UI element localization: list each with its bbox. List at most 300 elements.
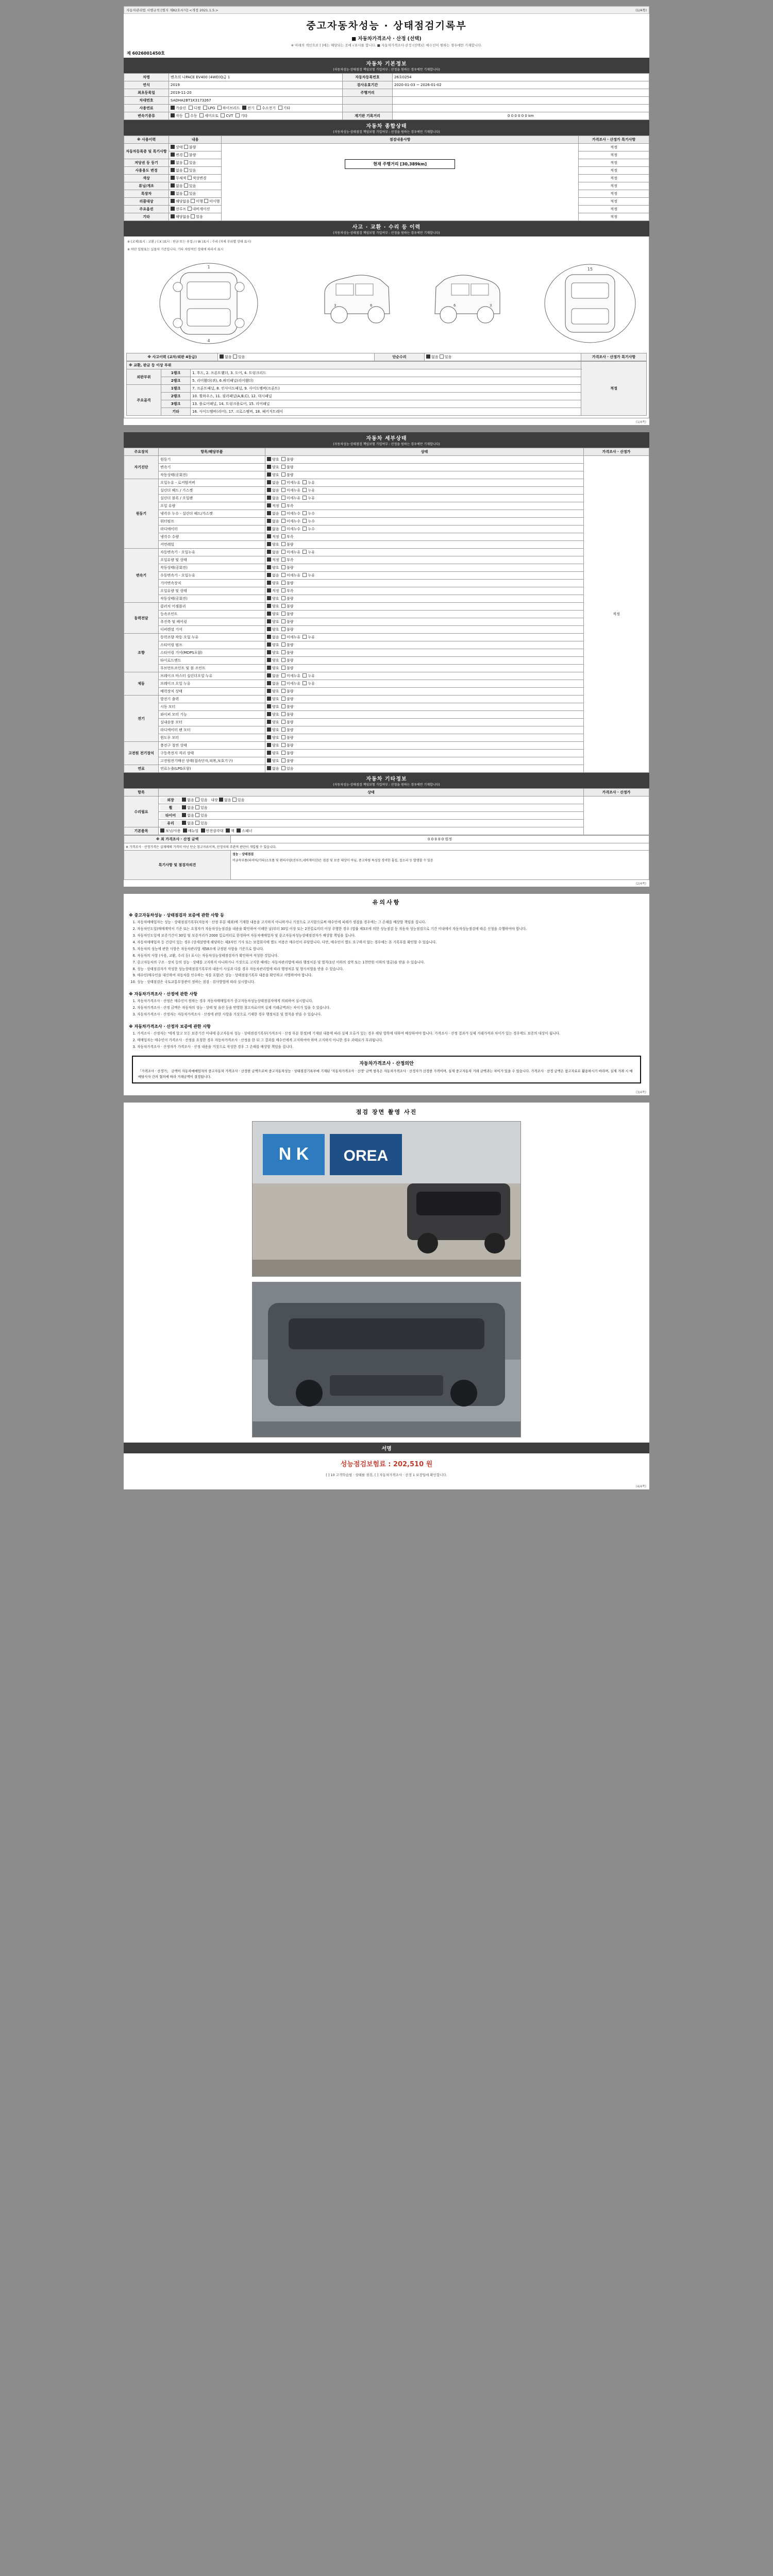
- detail-state-7-0[interactable]: [265, 742, 584, 750]
- overall-state-6[interactable]: 없음 있음: [169, 190, 222, 198]
- trans-label-2: 세미오토: [204, 114, 219, 118]
- section-overall-title: 자동차 종합상태: [366, 124, 407, 130]
- table-row: [124, 703, 649, 711]
- table-row: [124, 74, 649, 81]
- detail-state-7-2[interactable]: [265, 757, 584, 765]
- table-row: [127, 377, 647, 385]
- checkbox-2-0-2[interactable]: [303, 550, 307, 554]
- document-id: 제 6026001450호: [127, 51, 165, 56]
- checkbox-yes-6[interactable]: [184, 191, 188, 195]
- checkbox-base-4[interactable]: [237, 828, 241, 833]
- checkbox-fuel-etc[interactable]: [278, 106, 282, 110]
- detail-state-label-2-2-1: 불량: [286, 566, 296, 570]
- table-row: [124, 533, 649, 541]
- detail-state-5-2[interactable]: [265, 688, 584, 696]
- checkbox-diesel[interactable]: [189, 106, 193, 110]
- checkbox-6-5-1[interactable]: [281, 735, 285, 739]
- checkbox-4-0-2[interactable]: [303, 635, 307, 639]
- overall-state-1[interactable]: 변경 불량: [169, 151, 222, 159]
- base-item-0: 보닛/사용: [165, 829, 181, 834]
- checkbox-3-1-1[interactable]: [281, 612, 285, 616]
- checkbox-4-4-0[interactable]: [267, 666, 271, 670]
- other-side-label: 수리필요: [124, 796, 159, 827]
- checkbox-2-6-1[interactable]: [281, 596, 285, 600]
- checkbox-1-6-0[interactable]: [267, 527, 271, 531]
- checkbox-gasoline[interactable]: [171, 106, 175, 110]
- checkbox-3-3-0[interactable]: [267, 627, 271, 631]
- checkbox-5-1-2[interactable]: [303, 681, 307, 685]
- checkbox-navi[interactable]: [188, 207, 192, 211]
- checkbox-8-0-0[interactable]: [267, 766, 271, 770]
- detail-state-label-2-0-1: 미세누유: [286, 550, 303, 555]
- base-item-1: 매뉴얼: [188, 829, 199, 834]
- fuel-options[interactable]: [169, 105, 343, 112]
- checkbox-1-2-0[interactable]: [267, 496, 271, 500]
- accident-legend-mid-state[interactable]: 없음 있음: [425, 353, 581, 361]
- table-row: [124, 688, 649, 696]
- detail-state-2-5[interactable]: [265, 587, 584, 595]
- checkbox-exterior-none[interactable]: [182, 798, 186, 802]
- detail-state-label-0-0-0: 양호: [272, 457, 281, 462]
- overall-rowlabel-7: 리콜대상: [124, 198, 169, 206]
- checkbox-0-0-1[interactable]: [281, 457, 285, 461]
- detail-state-3-3[interactable]: [265, 626, 584, 634]
- checkbox-auto[interactable]: [171, 113, 175, 117]
- checkbox-6-0-0[interactable]: [267, 697, 271, 701]
- checkbox-0-1-0[interactable]: [267, 465, 271, 469]
- detail-state-4-4[interactable]: [265, 665, 584, 672]
- checkbox-6-4-1[interactable]: [281, 727, 285, 732]
- checkbox-6-1-1[interactable]: [281, 704, 285, 708]
- checkbox-0-0-0[interactable]: [267, 457, 271, 461]
- detail-state-label-3-0-1: 불량: [286, 604, 296, 609]
- checkbox-1-7-0[interactable]: [267, 534, 271, 538]
- estimate-label: ※ 최 가격조사 · 산정 금액: [124, 836, 231, 843]
- checkbox-hybrid[interactable]: [217, 106, 222, 110]
- checkbox-base-2[interactable]: [201, 828, 205, 833]
- detail-state-3-0[interactable]: [265, 603, 584, 611]
- overall-price-4: 적정: [579, 175, 649, 182]
- checkbox-2-3-0[interactable]: [267, 573, 271, 577]
- checkbox-interior-none[interactable]: [219, 798, 223, 802]
- detail-state-5-0[interactable]: [265, 672, 584, 680]
- notice-item: 4. 자동차매매업자 등 건강이 있는 경우 (상세설명에 해당하는 제3자인 기사 또는 보험회사에 별도 비용은 매수인이 부담합니다. 다만, 매수인이 별도 요구하지 않는 경우에는 본 기록부를 확인할 수 있습니다.: [137, 940, 642, 945]
- checkbox-3-2-0[interactable]: [267, 619, 271, 623]
- table-row: [124, 611, 649, 618]
- overall-state-label-1: 변경: [176, 153, 183, 158]
- detail-state-4-2[interactable]: [265, 649, 584, 657]
- checkbox-0-2-0[interactable]: [267, 472, 271, 477]
- detail-state-1-1[interactable]: [265, 487, 584, 495]
- checkbox-7-1-1[interactable]: [281, 751, 285, 755]
- checkbox-4-4-1[interactable]: [281, 666, 285, 670]
- overall-state-3[interactable]: 없음 있음: [169, 167, 222, 175]
- checkbox-wheel-none[interactable]: [182, 805, 186, 809]
- basic-label2-0: 자동차등록번호: [343, 74, 393, 81]
- checkbox-1-1-1[interactable]: [281, 488, 285, 492]
- overall-state-8[interactable]: 선루프 내비게이션: [169, 206, 222, 213]
- table-row: [127, 400, 647, 408]
- overall-col-0: ※ 사용이력: [124, 136, 169, 144]
- car-front-diagram: [131, 257, 286, 350]
- estimate-value: 0 0 0 0 0 원정: [231, 836, 649, 843]
- photo-1-graphic: [253, 1122, 520, 1276]
- checkbox-2-3-2[interactable]: [303, 573, 307, 577]
- detail-state-label-7-0-1: 불량: [286, 743, 296, 748]
- checkbox-6-3-0[interactable]: [267, 720, 271, 724]
- checkbox-sunroof[interactable]: [171, 207, 175, 211]
- checkbox-yes-3[interactable]: [184, 168, 188, 172]
- car-diagram-panel: [124, 236, 649, 418]
- checkbox-hydrogen[interactable]: [257, 106, 261, 110]
- notice-item: 8. 성능 · 상태점검자가 작성한 성능상태점검기록부의 내용이 사실과 다를 경우 자동차관리법에 따라 행정처분 및 형사처벌을 받을 수 있습니다.: [137, 967, 642, 972]
- checkbox-glass-yes[interactable]: [195, 821, 199, 825]
- checkbox-5-0-2[interactable]: [303, 673, 307, 677]
- checkbox-accident-yes[interactable]: [233, 354, 237, 359]
- detail-state-2-0[interactable]: [265, 549, 584, 556]
- checkbox-paint-4[interactable]: [188, 176, 192, 180]
- basic-value2-4: [393, 105, 649, 112]
- checkbox-3-0-1[interactable]: [281, 604, 285, 608]
- accident-legend-left-state[interactable]: 없음 있음: [218, 353, 375, 361]
- checkbox-1-5-0[interactable]: [267, 519, 271, 523]
- estimate-table: [124, 835, 649, 880]
- checkbox-2-0-1[interactable]: [281, 550, 285, 554]
- detail-state-label-6-0-1: 불량: [286, 697, 296, 702]
- detail-col-2: 상태: [265, 448, 584, 456]
- detail-state-2-6[interactable]: [265, 595, 584, 603]
- checkbox-cvt[interactable]: [221, 113, 225, 117]
- overall-state-2[interactable]: 없음 있음: [169, 159, 222, 167]
- checkbox-3-3-1[interactable]: [281, 627, 285, 631]
- checkbox-none-9[interactable]: [171, 214, 175, 218]
- detail-state-label-4-2-0: 양호: [272, 651, 281, 655]
- checkbox-6-5-0[interactable]: [267, 735, 271, 739]
- checkbox-exterior-yes[interactable]: [195, 798, 199, 802]
- detail-state-label-2-2-0: 양호: [272, 566, 281, 570]
- table-row: [124, 526, 649, 533]
- checkbox-1-4-2[interactable]: [303, 511, 307, 515]
- detail-state-1-0[interactable]: [265, 479, 584, 487]
- checkbox-5-0-0[interactable]: [267, 673, 271, 677]
- table-row: [124, 456, 649, 464]
- checkbox-1-8-1[interactable]: [281, 542, 285, 546]
- checkbox-1-8-0[interactable]: [267, 542, 271, 546]
- detail-state-1-3[interactable]: [265, 502, 584, 510]
- detail-state-label-0-2-1: 불량: [286, 473, 296, 478]
- checkbox-2-1-1[interactable]: [281, 557, 285, 562]
- detail-state-6-2[interactable]: [265, 711, 584, 719]
- checkbox-4-1-1[interactable]: [281, 642, 285, 647]
- detail-state-label-4-2-1: 불량: [286, 651, 296, 655]
- checkbox-base-1[interactable]: [183, 828, 187, 833]
- overall-state-5[interactable]: 없음 있음: [169, 182, 222, 190]
- checkbox-accident-none[interactable]: [220, 354, 224, 359]
- detail-state-2-3[interactable]: [265, 572, 584, 580]
- detail-state-6-4[interactable]: [265, 726, 584, 734]
- checkbox-bad-0[interactable]: [184, 145, 188, 149]
- overall-rowlabel-3: 사용용도 변경: [124, 167, 169, 175]
- checkbox-1-5-2[interactable]: [303, 519, 307, 523]
- sheet4-footer: (4/4쪽): [635, 1485, 646, 1489]
- checkbox-2-4-1[interactable]: [281, 581, 285, 585]
- detail-state-1-4[interactable]: [265, 510, 584, 518]
- checkbox-4-0-0[interactable]: [267, 635, 271, 639]
- table-row: [124, 665, 649, 672]
- diagram-note-2: ※ 하단 일람표는 실물차 기준입니다. 기타 차량적인 상태에 따라서 표시: [127, 248, 224, 252]
- checkbox-electric[interactable]: [242, 106, 246, 110]
- detail-state-6-1[interactable]: [265, 703, 584, 711]
- checkbox-1-2-1[interactable]: [281, 496, 285, 500]
- detail-state-8-0[interactable]: [265, 765, 584, 773]
- checkbox-2-6-0[interactable]: [267, 596, 271, 600]
- checkbox-0-1-1[interactable]: [281, 465, 285, 469]
- notice-list-2: [124, 998, 649, 1021]
- section-detail-subnote: (자동차성능·상태점검 책임보험 가입여부 : 산정을 원하는 경우에만 기재합니다): [333, 443, 440, 447]
- checkbox-2-5-1[interactable]: [281, 588, 285, 592]
- detail-state-3-2[interactable]: [265, 618, 584, 626]
- detail-state-0-1[interactable]: [265, 464, 584, 471]
- inspection-fee: 성능점검보험료 : 202,510 원: [340, 1460, 433, 1468]
- checkbox-tire-none[interactable]: [182, 813, 186, 817]
- checkbox-none-6[interactable]: [171, 191, 175, 195]
- detail-state-1-5[interactable]: [265, 518, 584, 526]
- section-accident-title: 사고 · 교환 · 수리 등 이력: [352, 225, 421, 231]
- notice-heading-2: ※ 자동차가격조사 · 산정에 관한 사항: [129, 992, 197, 997]
- detail-state-1-7[interactable]: [265, 533, 584, 541]
- checkbox-6-2-0[interactable]: [267, 712, 271, 716]
- checkbox-4-1-0[interactable]: [267, 642, 271, 647]
- notice-item: 7. 중고자동차의 구조 · 장치 등의 성능 · 상태를 고지하지 아니하거나 거짓으로 고지한 때에는 자동차관리법에 따라 행정처분 및 벌칙(1년 이하의 징역 또는 1천만원 이하의 벌금)을 받을 수 있습니다.: [137, 960, 642, 965]
- detail-state-label-3-3-1: 불량: [286, 628, 296, 632]
- checkbox-7-1-0[interactable]: [267, 751, 271, 755]
- detail-state-4-3[interactable]: [265, 657, 584, 665]
- frame-title: ※ 교환, 판금 등 이상 부위: [127, 362, 581, 369]
- checkbox-1-1-2[interactable]: [303, 488, 307, 492]
- detail-state-label-1-3-0: 적정: [272, 504, 281, 509]
- section-detail-title: 자동차 세부상태: [366, 436, 407, 442]
- detail-state-0-0[interactable]: [265, 456, 584, 464]
- checkbox-2-2-1[interactable]: [281, 565, 285, 569]
- checkbox-base-3[interactable]: [226, 828, 230, 833]
- other-base-items[interactable]: [159, 827, 584, 835]
- checkbox-2-4-0[interactable]: [267, 581, 271, 585]
- notice-heading-1: ※ 중고자동차성능 · 상태점검자 보증에 관한 사항 등: [129, 913, 224, 918]
- checkbox-simple-none[interactable]: [426, 354, 430, 359]
- checkbox-3-2-1[interactable]: [281, 619, 285, 623]
- checkbox-interior-yes[interactable]: [232, 798, 237, 802]
- notice-item: 3. 자동차가격조사 · 산정자가 가격조사 · 산정 내용을 거짓으로 작성한 경우 그 손해를 배상할 책임을 집니다.: [137, 1044, 642, 1050]
- basic-value-2: 2019-11-20: [169, 89, 343, 97]
- detail-state-label-4-0-0: 없음: [272, 635, 281, 640]
- frame-name-0: 외판부위: [127, 369, 161, 385]
- overall-state-0[interactable]: 상태 불량: [169, 144, 222, 151]
- checkbox-6-1-0[interactable]: [267, 704, 271, 708]
- fuel-label-1: 디젤: [193, 106, 201, 111]
- checkbox-2-5-0[interactable]: [267, 588, 271, 592]
- checkbox-4-2-1[interactable]: [281, 650, 285, 654]
- checkbox-5-1-1[interactable]: [281, 681, 285, 685]
- checkbox-manual[interactable]: [185, 113, 189, 117]
- checkbox-7-0-1[interactable]: [281, 743, 285, 747]
- detail-state-2-2[interactable]: [265, 564, 584, 572]
- checkbox-1-4-0[interactable]: [267, 511, 271, 515]
- table-row: [127, 362, 647, 369]
- checkbox-6-2-1[interactable]: [281, 712, 285, 716]
- checkbox-bad-1[interactable]: [184, 152, 188, 157]
- detail-state-0-2[interactable]: [265, 471, 584, 479]
- section-overall-subnote: (자동차성능·상태점검 책임보험 가입여부 : 산정을 원하는 경우에만 기재합니다): [333, 130, 440, 134]
- detail-state-1-2[interactable]: [265, 495, 584, 502]
- detail-state-label-6-5-1: 불량: [286, 736, 296, 740]
- checkbox-7-0-0[interactable]: [267, 743, 271, 747]
- checkbox-1-7-1[interactable]: [281, 534, 285, 538]
- transmission-options[interactable]: [169, 112, 343, 120]
- page-subtitle: ■ 자동차가격조사 · 산정 (선택): [351, 36, 422, 42]
- overall-state-7[interactable]: 해당없음 이행 미이행: [169, 198, 222, 206]
- checkbox-ok-1[interactable]: [171, 152, 175, 157]
- other-row-1[interactable]: 휠 없음 있음: [159, 804, 584, 812]
- checkbox-2-1-0[interactable]: [267, 557, 271, 562]
- basic-value2-1: 2020-01-03 ~ 2026-01-02: [393, 81, 649, 89]
- checkbox-3-0-0[interactable]: [267, 604, 271, 608]
- detail-state-6-5[interactable]: [265, 734, 584, 742]
- checkbox-done-7[interactable]: [191, 199, 195, 203]
- detail-state-label-5-2-0: 양호: [272, 689, 281, 694]
- checkbox-tire-yes[interactable]: [195, 813, 199, 817]
- checkbox-trans-etc[interactable]: [236, 113, 240, 117]
- table-row: [124, 851, 649, 880]
- detail-state-6-0[interactable]: [265, 696, 584, 703]
- checkbox-1-0-0[interactable]: [267, 480, 271, 484]
- checkbox-1-3-0[interactable]: [267, 503, 271, 507]
- checkbox-2-2-0[interactable]: [267, 565, 271, 569]
- checkbox-6-4-0[interactable]: [267, 727, 271, 732]
- checkbox-glass-none[interactable]: [182, 821, 186, 825]
- overall-col-3: 가격조사 · 산정가 특기사항: [579, 136, 649, 144]
- checkbox-8-0-1[interactable]: [281, 766, 285, 770]
- checkbox-notdone-7[interactable]: [204, 199, 208, 203]
- overall-state-9[interactable]: 해당없음 있음: [169, 213, 222, 221]
- fuel-label-3: 하이브리드: [222, 106, 240, 111]
- table-row: [124, 112, 649, 120]
- checkbox-none-3[interactable]: [171, 168, 175, 172]
- table-row: [124, 541, 649, 549]
- detail-state-3-1[interactable]: [265, 611, 584, 618]
- other-row-0[interactable]: 외장 없음 있음 내장 없음 있음: [159, 796, 584, 804]
- detail-state-5-1[interactable]: [265, 680, 584, 688]
- overall-state-4[interactable]: 무채색 색상변경: [169, 175, 222, 182]
- checkbox-6-3-1[interactable]: [281, 720, 285, 724]
- checkbox-1-2-2[interactable]: [303, 496, 307, 500]
- checkbox-yes-2[interactable]: [184, 160, 188, 164]
- checkbox-5-2-1[interactable]: [281, 689, 285, 693]
- checkbox-7-2-0[interactable]: [267, 758, 271, 762]
- detail-state-label-1-3-1: 부족: [286, 504, 296, 509]
- checkbox-5-2-0[interactable]: [267, 689, 271, 693]
- detail-state-6-3[interactable]: [265, 719, 584, 726]
- overall-col-2: 점검내용사항: [222, 136, 579, 144]
- checkbox-ok-0[interactable]: [171, 145, 175, 149]
- checkbox-0-2-1[interactable]: [281, 472, 285, 477]
- checkbox-yes-9[interactable]: [191, 214, 195, 218]
- other-col-2: 가격조사 · 산정가: [584, 789, 649, 796]
- checkbox-1-5-1[interactable]: [281, 519, 285, 523]
- checkbox-3-1-0[interactable]: [267, 612, 271, 616]
- checkbox-1-0-2[interactable]: [303, 480, 307, 484]
- checkbox-simple-yes[interactable]: [440, 354, 444, 359]
- detail-state-label-1-5-0: 없음: [272, 519, 281, 524]
- checkbox-2-0-0[interactable]: [267, 550, 271, 554]
- checkbox-1-1-0[interactable]: [267, 488, 271, 492]
- other-base-label: 기본품목: [124, 827, 159, 835]
- table-row: [124, 595, 649, 603]
- checkbox-wheel-yes[interactable]: [195, 805, 199, 809]
- checkbox-4-3-0[interactable]: [267, 658, 271, 662]
- detail-item-4-2: 스티어링 기어(MDPS포함): [159, 649, 265, 657]
- checkbox-none-2[interactable]: [171, 160, 175, 164]
- detail-state-4-1[interactable]: [265, 641, 584, 649]
- detail-state-label-1-0-1: 미세누유: [286, 481, 303, 485]
- checkbox-7-2-1[interactable]: [281, 758, 285, 762]
- checkbox-none-5[interactable]: [171, 183, 175, 188]
- detail-item-4-1: 스티어링 펌프: [159, 641, 265, 649]
- accident-legend-left: ※ 사고이력 (교차/외판 4등급): [127, 353, 218, 361]
- checkbox-semiauto[interactable]: [199, 113, 204, 117]
- other-row-2[interactable]: 타이어 없음 있음: [159, 812, 584, 820]
- checkbox-yes-5[interactable]: [184, 183, 188, 188]
- accident-legend-right: 가격조사 · 산정가 특기사항: [581, 353, 647, 361]
- checkbox-4-2-0[interactable]: [267, 650, 271, 654]
- checkbox-6-0-1[interactable]: [281, 697, 285, 701]
- detail-state-label-6-3-1: 불량: [286, 720, 296, 725]
- checkbox-lpg[interactable]: [203, 106, 207, 110]
- detail-state-4-0[interactable]: [265, 634, 584, 641]
- detail-state-7-1[interactable]: [265, 750, 584, 757]
- checkbox-orig-4[interactable]: [171, 176, 175, 180]
- table-row: [124, 734, 649, 742]
- checkbox-1-4-1[interactable]: [281, 511, 285, 515]
- section-detail-band: [124, 432, 649, 448]
- checkbox-1-6-2[interactable]: [303, 527, 307, 531]
- checkbox-1-3-1[interactable]: [281, 503, 285, 507]
- overall-rowlabel-2: 저당권 등 등기: [124, 159, 169, 167]
- detail-state-2-1[interactable]: [265, 556, 584, 564]
- notice-heading-3: ※ 자동차가격조사 · 산정자 보증에 관한 사항: [129, 1024, 211, 1029]
- checkbox-5-0-1[interactable]: [281, 673, 285, 677]
- checkbox-2-3-1[interactable]: [281, 573, 285, 577]
- checkbox-none-7[interactable]: [171, 199, 175, 203]
- detail-state-2-4[interactable]: [265, 580, 584, 587]
- checkbox-4-3-1[interactable]: [281, 658, 285, 662]
- checkbox-5-1-0[interactable]: [267, 681, 271, 685]
- checkbox-1-0-1[interactable]: [281, 480, 285, 484]
- detail-state-label-0-1-0: 양호: [272, 465, 281, 470]
- notice-item: 1. 자동차가격조사 · 산정은 매수인이 원하는 경우 자동차매매업자가 중고자동차성능상태점검자에게 의뢰하여 실시합니다.: [137, 998, 642, 1004]
- detail-state-1-8[interactable]: [265, 541, 584, 549]
- other-row-3[interactable]: 유리 없음 있음: [159, 820, 584, 827]
- overall-price-8: 적정: [579, 206, 649, 213]
- checkbox-4-0-1[interactable]: [281, 635, 285, 639]
- checkbox-1-6-1[interactable]: [281, 527, 285, 531]
- detail-state-label-4-4-1: 불량: [286, 666, 296, 671]
- detail-group-label-3: 동력전달: [124, 603, 159, 634]
- detail-state-label-1-2-0: 없음: [272, 496, 281, 501]
- checkbox-base-0[interactable]: [160, 828, 164, 833]
- table-row: [124, 510, 649, 518]
- detail-state-label-4-0-2: 누유: [308, 635, 317, 640]
- detail-state-1-6[interactable]: [265, 526, 584, 533]
